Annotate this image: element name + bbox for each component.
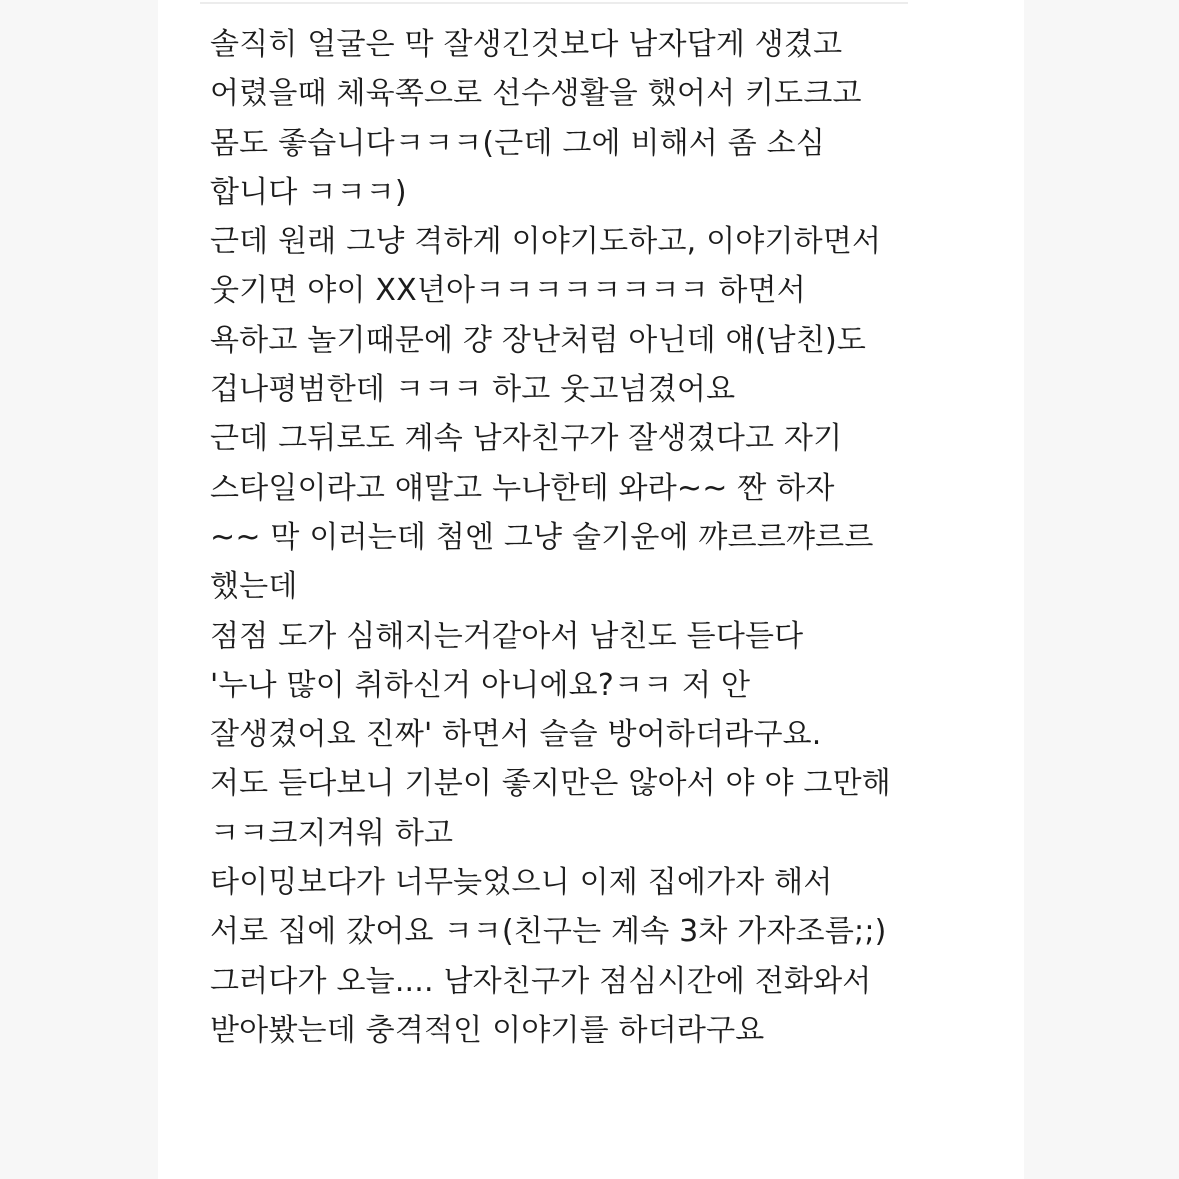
- text-line-3: 몸도 좋습니다ㅋㅋㅋ(근데 그에 비해서 좀 소심: [210, 125, 826, 161]
- text-line-13: 점점 도가 심해지는거같아서 남친도 듣다듣다: [210, 618, 804, 654]
- text-line-12: 했는데: [210, 569, 298, 605]
- text-line-19: 서로 집에 갔어요 ㅋㅋ(친구는 계속 3차 가자조름;;): [210, 914, 887, 950]
- text-line-5: 근데 원래 그냥 격하게 이야기도하고, 이야기하면서: [210, 224, 882, 260]
- text-line-8: 겁나평범한데 ㅋㅋㅋ 하고 웃고넘겼어요: [210, 372, 736, 408]
- text-line-21: 받아봤는데 충격적인 이야기를 하더라구요: [210, 1012, 765, 1048]
- text-line-11: ~~ 막 이러는데 첨엔 그냥 술기운에 꺄르르꺄르르: [210, 519, 874, 555]
- text-line-4: 합니다 ㅋㅋㅋ): [210, 174, 407, 210]
- text-line-6: 웃기면 야이 XX년아ㅋㅋㅋㅋㅋㅋㅋㅋ 하면서: [210, 273, 806, 309]
- text-line-9: 근데 그뒤로도 계속 남자친구가 잘생겼다고 자기: [210, 421, 843, 457]
- text-line-17: ㅋㅋ크지겨워 하고: [210, 815, 454, 851]
- text-line-20: 그러다가 오늘.... 남자친구가 점심시간에 전화와서: [210, 963, 872, 999]
- text-line-2: 어렸을때 체육쪽으로 선수생활을 했어서 키도크고: [210, 76, 862, 112]
- text-line-10: 스타일이라고 얘말고 누나한테 와라~~ 짠 하자: [210, 470, 835, 506]
- text-line-15: 잘생겼어요 진짜' 하면서 슬슬 방어하더라구요.: [210, 717, 822, 753]
- post-body: [210, 20, 950, 1055]
- text-line-16: 저도 듣다보니 기분이 좋지만은 않아서 야 야 그만해: [210, 766, 891, 802]
- text-line-7: 욕하고 놀기때문에 걍 장난처럼 아닌데 얘(남친)도: [210, 322, 867, 358]
- top-divider: [200, 2, 908, 4]
- text-line-18: 타이밍보다가 너무늦었으니 이제 집에가자 해서: [210, 865, 833, 901]
- text-line-1: 솔직히 얼굴은 막 잘생긴것보다 남자답게 생겼고: [210, 27, 843, 62]
- text-line-14: '누나 많이 취하신거 아니에요?ㅋㅋ 저 안: [210, 667, 751, 703]
